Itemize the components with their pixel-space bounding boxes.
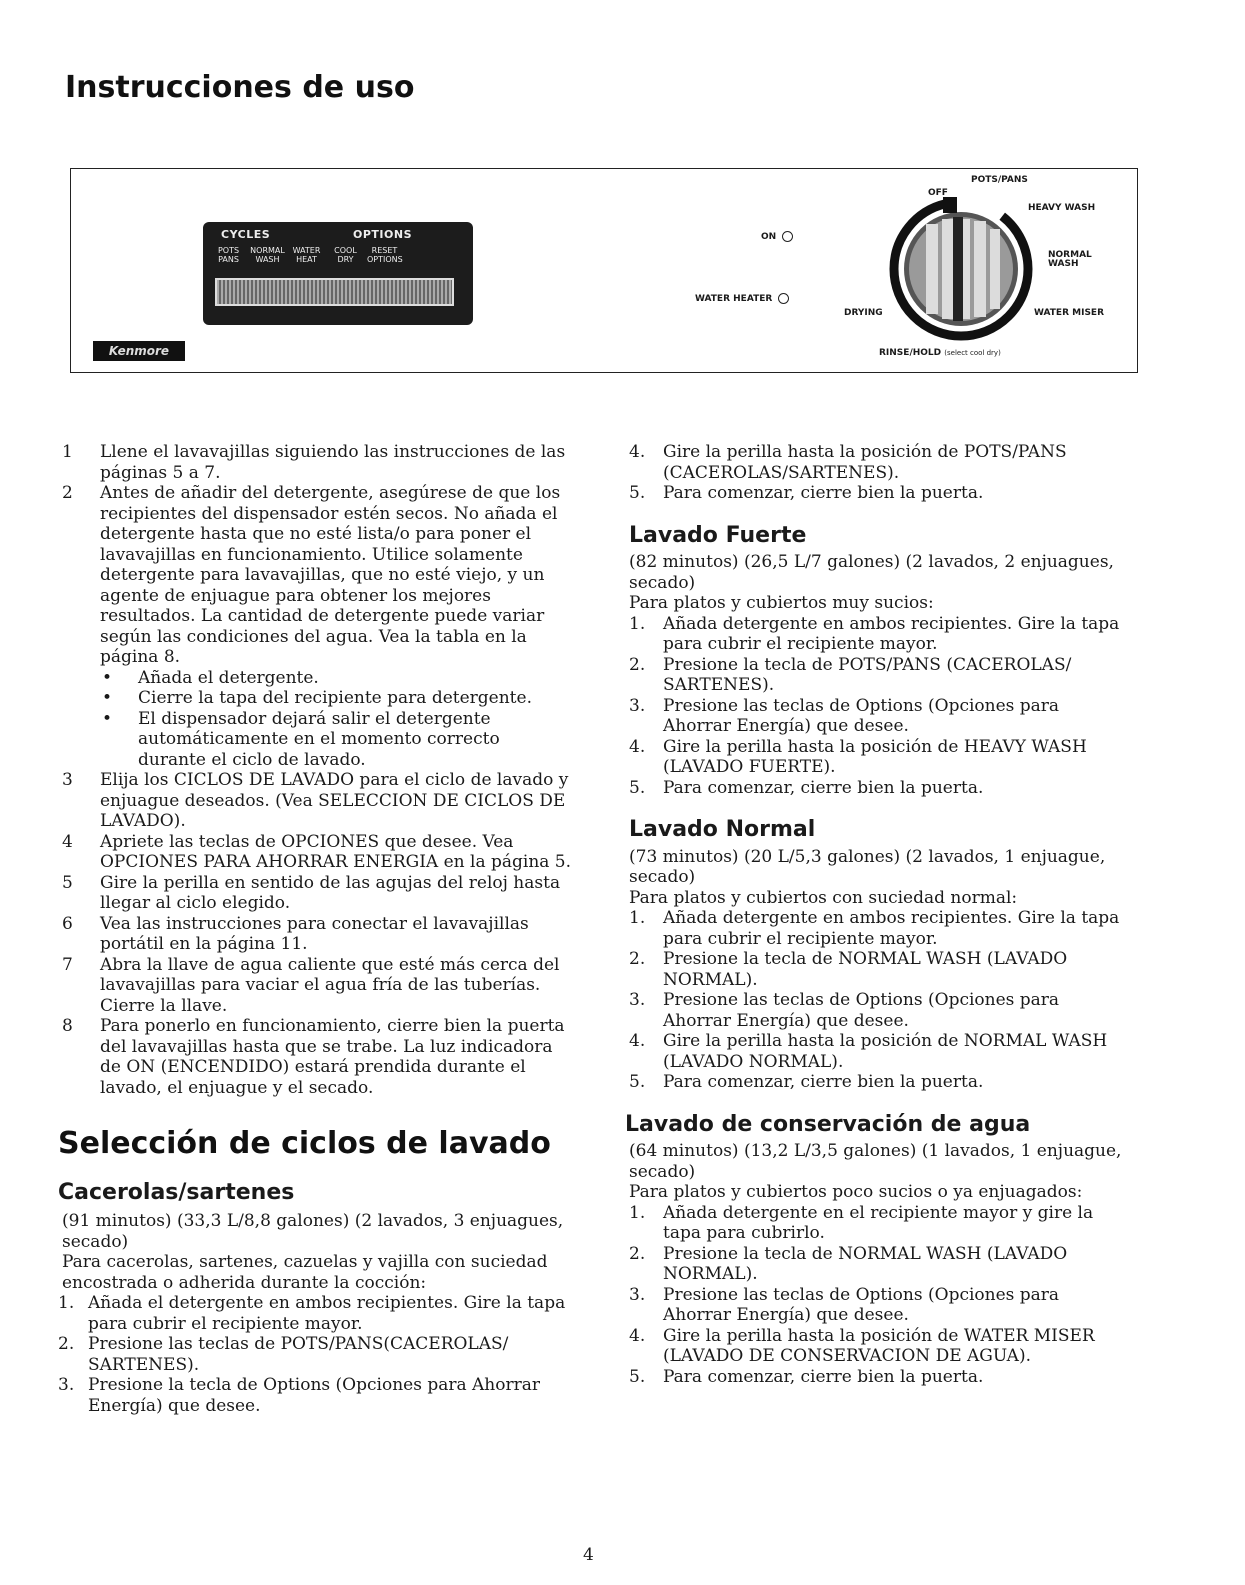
step-text: Para comenzar, cierre bien la puerta. [663,777,984,798]
step-item [629,990,1129,1031]
options-label: OPTIONS [353,228,412,241]
list-number: 4 [62,831,73,852]
step-text: Presione las teclas de Options (Opciones para Ahorrar Energía) que desee. [663,990,1060,1031]
conservacion-use: Para platos y cubiertos poco sucios o ya enjuagados: [629,1182,1083,1202]
step-item [58,1375,572,1416]
list-number: 2 [62,483,73,503]
step-text: Presione las teclas de Options (Opciones para Ahorrar Energía) que desee. [663,695,1060,736]
step-text: Gire la perilla hasta la posición de NORMAL WASH (LAVADO NORMAL). [663,1031,1108,1072]
list-text: Antes de añadir del detergente, asegúrese de que los recipientes del dispensador estén secos. No añada el detergente hasta que no esté lista/o para poner el lavavajillas en funcionamiento. Utilice solamente detergente para lavavajillas, que no esté viejo, y un agente de enjuague para obtener los mejores resultados. La cantidad de detergente puede variar según las condiciones del agua. Vea la tabla en la página 8. [100,483,561,667]
step-number: 5. [629,1072,646,1092]
step-number: 4. [629,442,646,462]
bullet-icon: • [102,708,113,729]
step-number: 1. [629,1202,646,1223]
cool-dry-button-label: COOL DRY [334,246,357,264]
list-text: Elija los CICLOS DE LAVADO para el ciclo de lavado y enjuague deseados. (Vea SELECCION DE CICLOS DE LAVADO). [100,770,569,831]
step-item [629,1285,1129,1326]
brand-logo: Kenmore [93,341,185,361]
normal-use: Para platos y cubiertos con suciedad normal: [629,887,1018,908]
fuerte-use: Para platos y cubiertos muy sucios: [629,593,934,613]
left-column [58,442,572,1416]
step-number: 1. [58,1293,75,1313]
step-number: 3. [629,695,646,716]
dial-water-miser-label: WATER MISER [1034,308,1105,318]
step-text: Presione las teclas de POTS/PANS(CACEROLAS/ SARTENES). [88,1334,509,1375]
step-number: 2. [629,949,646,969]
dial-pots-pans-label: POTS/PANS [971,175,1028,185]
list-number: 6 [62,913,73,934]
list-number: 1 [62,442,73,462]
step-number: 3. [629,990,646,1010]
cacerolas-intro: (91 minutos) (33,3 L/8,8 galones) (2 lavados, 3 enjuagues, secado) [62,1211,564,1252]
step-item [629,1326,1129,1367]
list-number: 3 [62,770,73,790]
rinse-hold-note: (select cool dry) [944,349,1001,357]
list-text: Vea las instrucciones para conectar el lavavajillas portátil en la página 11. [100,913,529,954]
list-item [62,442,572,483]
bullet-icon: • [102,688,113,708]
step-item [629,1203,1129,1244]
step-number: 5. [629,483,646,503]
list-text: Abra la llave de agua caliente que esté más cerca del lavavajillas para vaciar el agua fría de las tuberías. Cierre la llave. [100,954,560,1016]
step-number: 2. [629,1243,646,1264]
list-item [62,873,572,914]
cycle-dial-icon [831,169,1131,369]
step-text: Añada detergente en ambos recipientes. Gire la tapa para cubrir el recipiente mayor. [663,908,1120,949]
step-text: Presione la tecla de Options (Opciones para Ahorrar Energía) que desee. [88,1375,540,1416]
on-light-icon [782,231,793,242]
step-number: 3. [629,1284,646,1305]
list-item [62,832,572,873]
list-number: 5 [62,872,73,893]
list-text: Llene el lavavajillas siguiendo las instrucciones de las páginas 5 a 7. [100,442,566,483]
step-item [629,1244,1129,1285]
dial-drying-label: DRYING [844,308,883,318]
step-item [58,1293,572,1334]
step-item [629,737,1129,778]
bullet-item [62,668,572,689]
step-number: 2. [629,654,646,675]
right-column [625,442,1129,1387]
step-text: Presione la tecla de POTS/PANS (CACEROLAS/ SARTENES). [663,654,1072,695]
button-panel [203,222,473,325]
conservacion-title: Lavado de conservación de agua [625,1111,1031,1137]
step-text: Añada el detergente en ambos recipientes. Gire la tapa para cubrir el recipiente mayor. [88,1293,566,1334]
on-indicator [761,231,793,242]
step-text: Para comenzar, cierre bien la puerta. [663,1366,984,1387]
step-text: Presione la tecla de NORMAL WASH (LAVADO NORMAL). [663,949,1068,990]
list-item [62,483,572,668]
step-number: 1. [629,613,646,634]
water-heater-light-icon [778,293,789,304]
reset-options-button-label: RESET OPTIONS [367,246,403,264]
dial-rinse-hold-label [879,349,1001,358]
control-panel-illustration [70,168,1138,373]
step-item [629,1031,1129,1072]
cacerolas-use: Para cacerolas, sartenes, cazuelas y vajilla con suciedad encostrada o adherida durante la cocción: [62,1252,548,1293]
step-text: Presione la tecla de NORMAL WASH (LAVADO NORMAL). [663,1243,1068,1284]
step-item [629,1367,1129,1388]
step-item [629,696,1129,737]
dial-heavy-wash-label: HEAVY WASH [1028,203,1096,213]
step-item [629,778,1129,799]
list-number: 8 [62,1016,73,1036]
step-item [629,655,1129,696]
step-item [58,1334,572,1375]
step-number: 3. [58,1375,75,1395]
bullet-item [62,709,572,771]
dial-normal-wash-label: NORMAL WASH [1048,250,1092,269]
step-number: 4. [629,1325,646,1346]
step-item [629,949,1129,990]
step-number: 4. [629,736,646,757]
pots-pans-button-label: POTS PANS [217,246,240,264]
step-number: 1. [629,908,646,928]
normal-wash-button-label: NORMAL WASH [250,246,285,264]
step-item [629,614,1129,655]
step-text: Añada detergente en el recipiente mayor y gire la tapa para cubrirlo. [663,1202,1094,1243]
water-heater-indicator [695,293,789,304]
step-item [629,442,1129,483]
panel-button-strip [215,278,454,306]
fuerte-intro: (82 minutos) (26,5 L/7 galones) (2 lavados, 2 enjuagues, secado) [629,552,1114,593]
step-item [629,1072,1129,1093]
section-title: Selección de ciclos de lavado [58,1126,551,1161]
step-text: Gire la perilla hasta la posición de WATER MISER (LAVADO DE CONSERVACION DE AGUA). [663,1325,1095,1366]
step-number: 5. [629,777,646,798]
bullet-text: Cierre la tapa del recipiente para detergente. [138,688,532,708]
step-text: Presione las teclas de Options (Opciones para Ahorrar Energía) que desee. [663,1284,1060,1325]
step-number: 5. [629,1366,646,1387]
step-item [629,908,1129,949]
on-indicator-label: ON [761,231,777,242]
water-heat-button-label: WATER HEAT [292,246,321,264]
step-text: Para comenzar, cierre bien la puerta. [663,1072,984,1092]
bullet-item [62,688,572,709]
list-item [62,770,572,832]
page-title: Instrucciones de uso [65,70,415,105]
list-number: 7 [62,954,73,975]
step-text: Para comenzar, cierre bien la puerta. [663,483,984,503]
panel-button-labels [211,246,402,264]
fuerte-title: Lavado Fuerte [629,522,807,548]
water-heater-label: WATER HEATER [695,293,773,304]
normal-intro: (73 minutos) (20 L/5,3 galones) (2 lavados, 1 enjuague, secado) [629,846,1106,887]
rinse-hold-text: RINSE/HOLD [879,348,942,358]
step-text: Gire la perilla hasta la posición de POTS/PANS (CACEROLAS/SARTENES). [663,442,1067,483]
page-number: 4 [583,1545,594,1565]
cacerolas-title: Cacerolas/sartenes [58,1179,295,1205]
list-text: Apriete las teclas de OPCIONES que desee. Vea OPCIONES PARA AHORRAR ENERGIA en la página 5. [100,831,572,872]
bullet-icon: • [102,667,113,688]
list-text: Para ponerlo en funcionamiento, cierre bien la puerta del lavavajillas hasta que se trabe. La luz indicadora de ON (ENCENDIDO) estará prendida durante el lavado, el enjuague y el secado. [100,1016,565,1098]
list-text: Gire la perilla en sentido de las agujas del reloj hasta llegar al ciclo elegido. [100,872,561,913]
list-item [62,914,572,955]
step-text: Gire la perilla hasta la posición de HEAVY WASH (LAVADO FUERTE). [663,736,1087,777]
step-text: Añada detergente en ambos recipientes. Gire la tapa para cubrir el recipiente mayor. [663,613,1120,654]
list-item [62,955,572,1017]
bullet-text: El dispensador dejará salir el detergente automáticamente en el momento correcto durante el ciclo de lavado. [138,708,500,770]
step-number: 2. [58,1334,75,1354]
list-item [62,1016,572,1098]
conservacion-intro: (64 minutos) (13,2 L/3,5 galones) (1 lavados, 1 enjuague, secado) [629,1141,1122,1182]
cycles-label: CYCLES [221,228,271,241]
normal-title: Lavado Normal [629,817,816,842]
step-number: 4. [629,1031,646,1051]
dial-off-label: OFF [928,188,948,198]
bullet-text: Añada el detergente. [138,667,319,688]
step-item [629,483,1129,504]
